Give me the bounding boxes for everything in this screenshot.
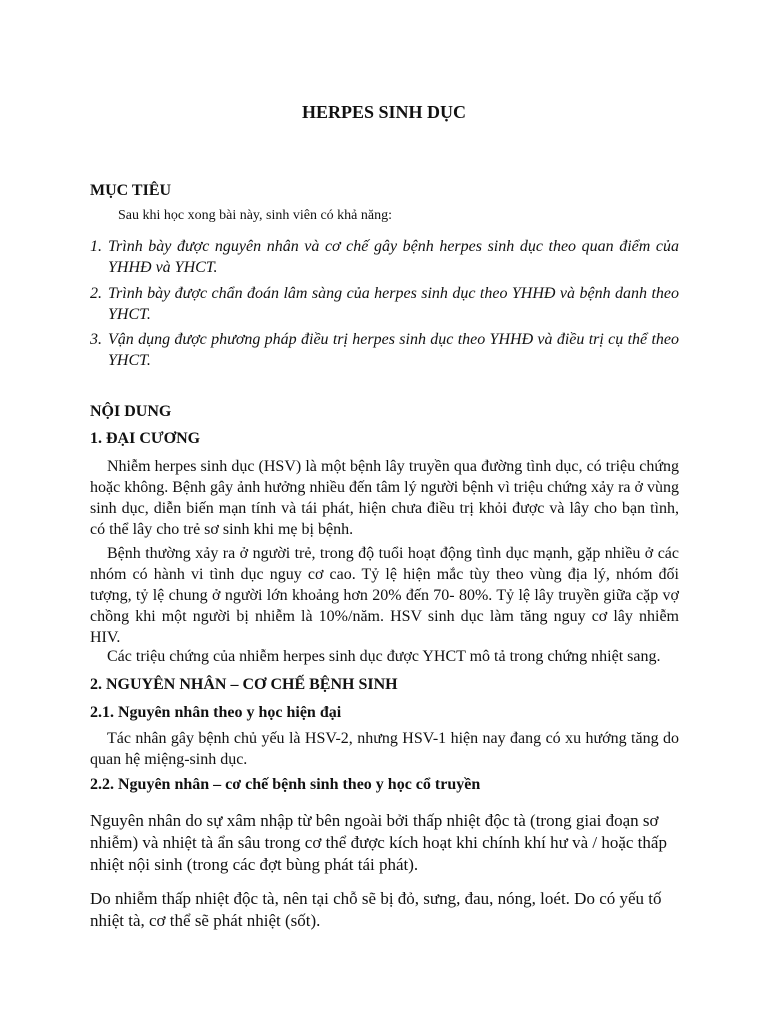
objective-number: 1. [90,238,102,255]
paragraph: Do nhiễm thấp nhiệt độc tà, nên tại chỗ sẽ bị đỏ, sưng, đau, nóng, loét. Do có yếu tố nhiệt tà, cơ thể sẽ phát nhiệt (sốt). [90,889,662,930]
paragraph: Nhiễm herpes sinh dục (HSV) là một bệnh lây truyền qua đường tình dục, có triệu chứng hoặc không. Bệnh gây ảnh hưởng nhiều đến tâm lý người bệnh vì triệu chứng xảy ra ở vùng sinh dục, diễn biến mạn tính và tái phát, hiện chưa điều trị khỏi được và lây cho bạn tình, có thể lây cho trẻ sơ sinh khi mẹ bị bệnh. [90,458,679,538]
objective-item [90,329,679,371]
objective-text: Vận dụng được phương pháp điều trị herpes sinh dục theo YHHĐ và điều trị cụ thể theo YHCT. [108,331,679,369]
objective-text: Trình bày được nguyên nhân và cơ chế gây bệnh herpes sinh dục theo quan điểm của YHHĐ và YHCT. [108,238,679,276]
objective-item [90,283,679,325]
objective-number: 3. [90,331,102,348]
objective-text: Trình bày được chẩn đoán lâm sàng của herpes sinh dục theo YHHĐ và bệnh danh theo YHCT. [108,285,679,323]
page-title: HERPES SINH DỤC [301,102,467,122]
section-2-2-heading: 2.2. Nguyên nhân – cơ chế bệnh sinh theo y học cổ truyền [90,776,481,793]
paragraph: Bệnh thường xảy ra ở người trẻ, trong độ tuổi hoạt động tình dục mạnh, gặp nhiều ở các nhóm có hành vi tình dục nguy cơ cao. Tỷ lệ hiện mắc tùy theo vùng địa lý, nhóm đối tượng, tỷ lệ chung ở người lớn khoảng hơn 20% đến 70- 80%. Tỷ lệ lây truyền giữa cặp vợ chồng khi một người bị nhiễm là 10%/năm. HSV sinh dục làm tăng nguy cơ lây nhiễm HIV. [90,545,679,646]
objective-item [90,236,679,278]
section-2-1-heading: 2.1. Nguyên nhân theo y học hiện đại [90,704,342,721]
muc-tieu-intro: Sau khi học xong bài này, sinh viên có khả năng: [118,208,392,223]
section-1-heading: 1. ĐẠI CƯƠNG [90,430,201,447]
paragraph: Nguyên nhân do sự xâm nhập từ bên ngoài bởi thấp nhiệt độc tà (trong giai đoạn sơ nhiễm) và nhiệt tà ẩn sâu trong cơ thể được kích hoạt khi chính khí hư và / hoặc thấp nhiệt nội sinh (trong các đợt bùng phát tái phát). [90,811,667,874]
noi-dung-heading: NỘI DUNG [90,403,172,420]
muc-tieu-heading: MỤC TIÊU [90,182,172,199]
paragraph: Tác nhân gây bệnh chủ yếu là HSV-2, nhưng HSV-1 hiện nay đang có xu hướng tăng do quan hệ miệng-sinh dục. [90,730,679,768]
section-2-heading: 2. NGUYÊN NHÂN – CƠ CHẾ BỆNH SINH [90,676,398,693]
paragraph: Các triệu chứng của nhiễm herpes sinh dục được YHCT mô tả trong chứng nhiệt sang. [107,648,661,665]
objective-number: 2. [90,285,102,302]
